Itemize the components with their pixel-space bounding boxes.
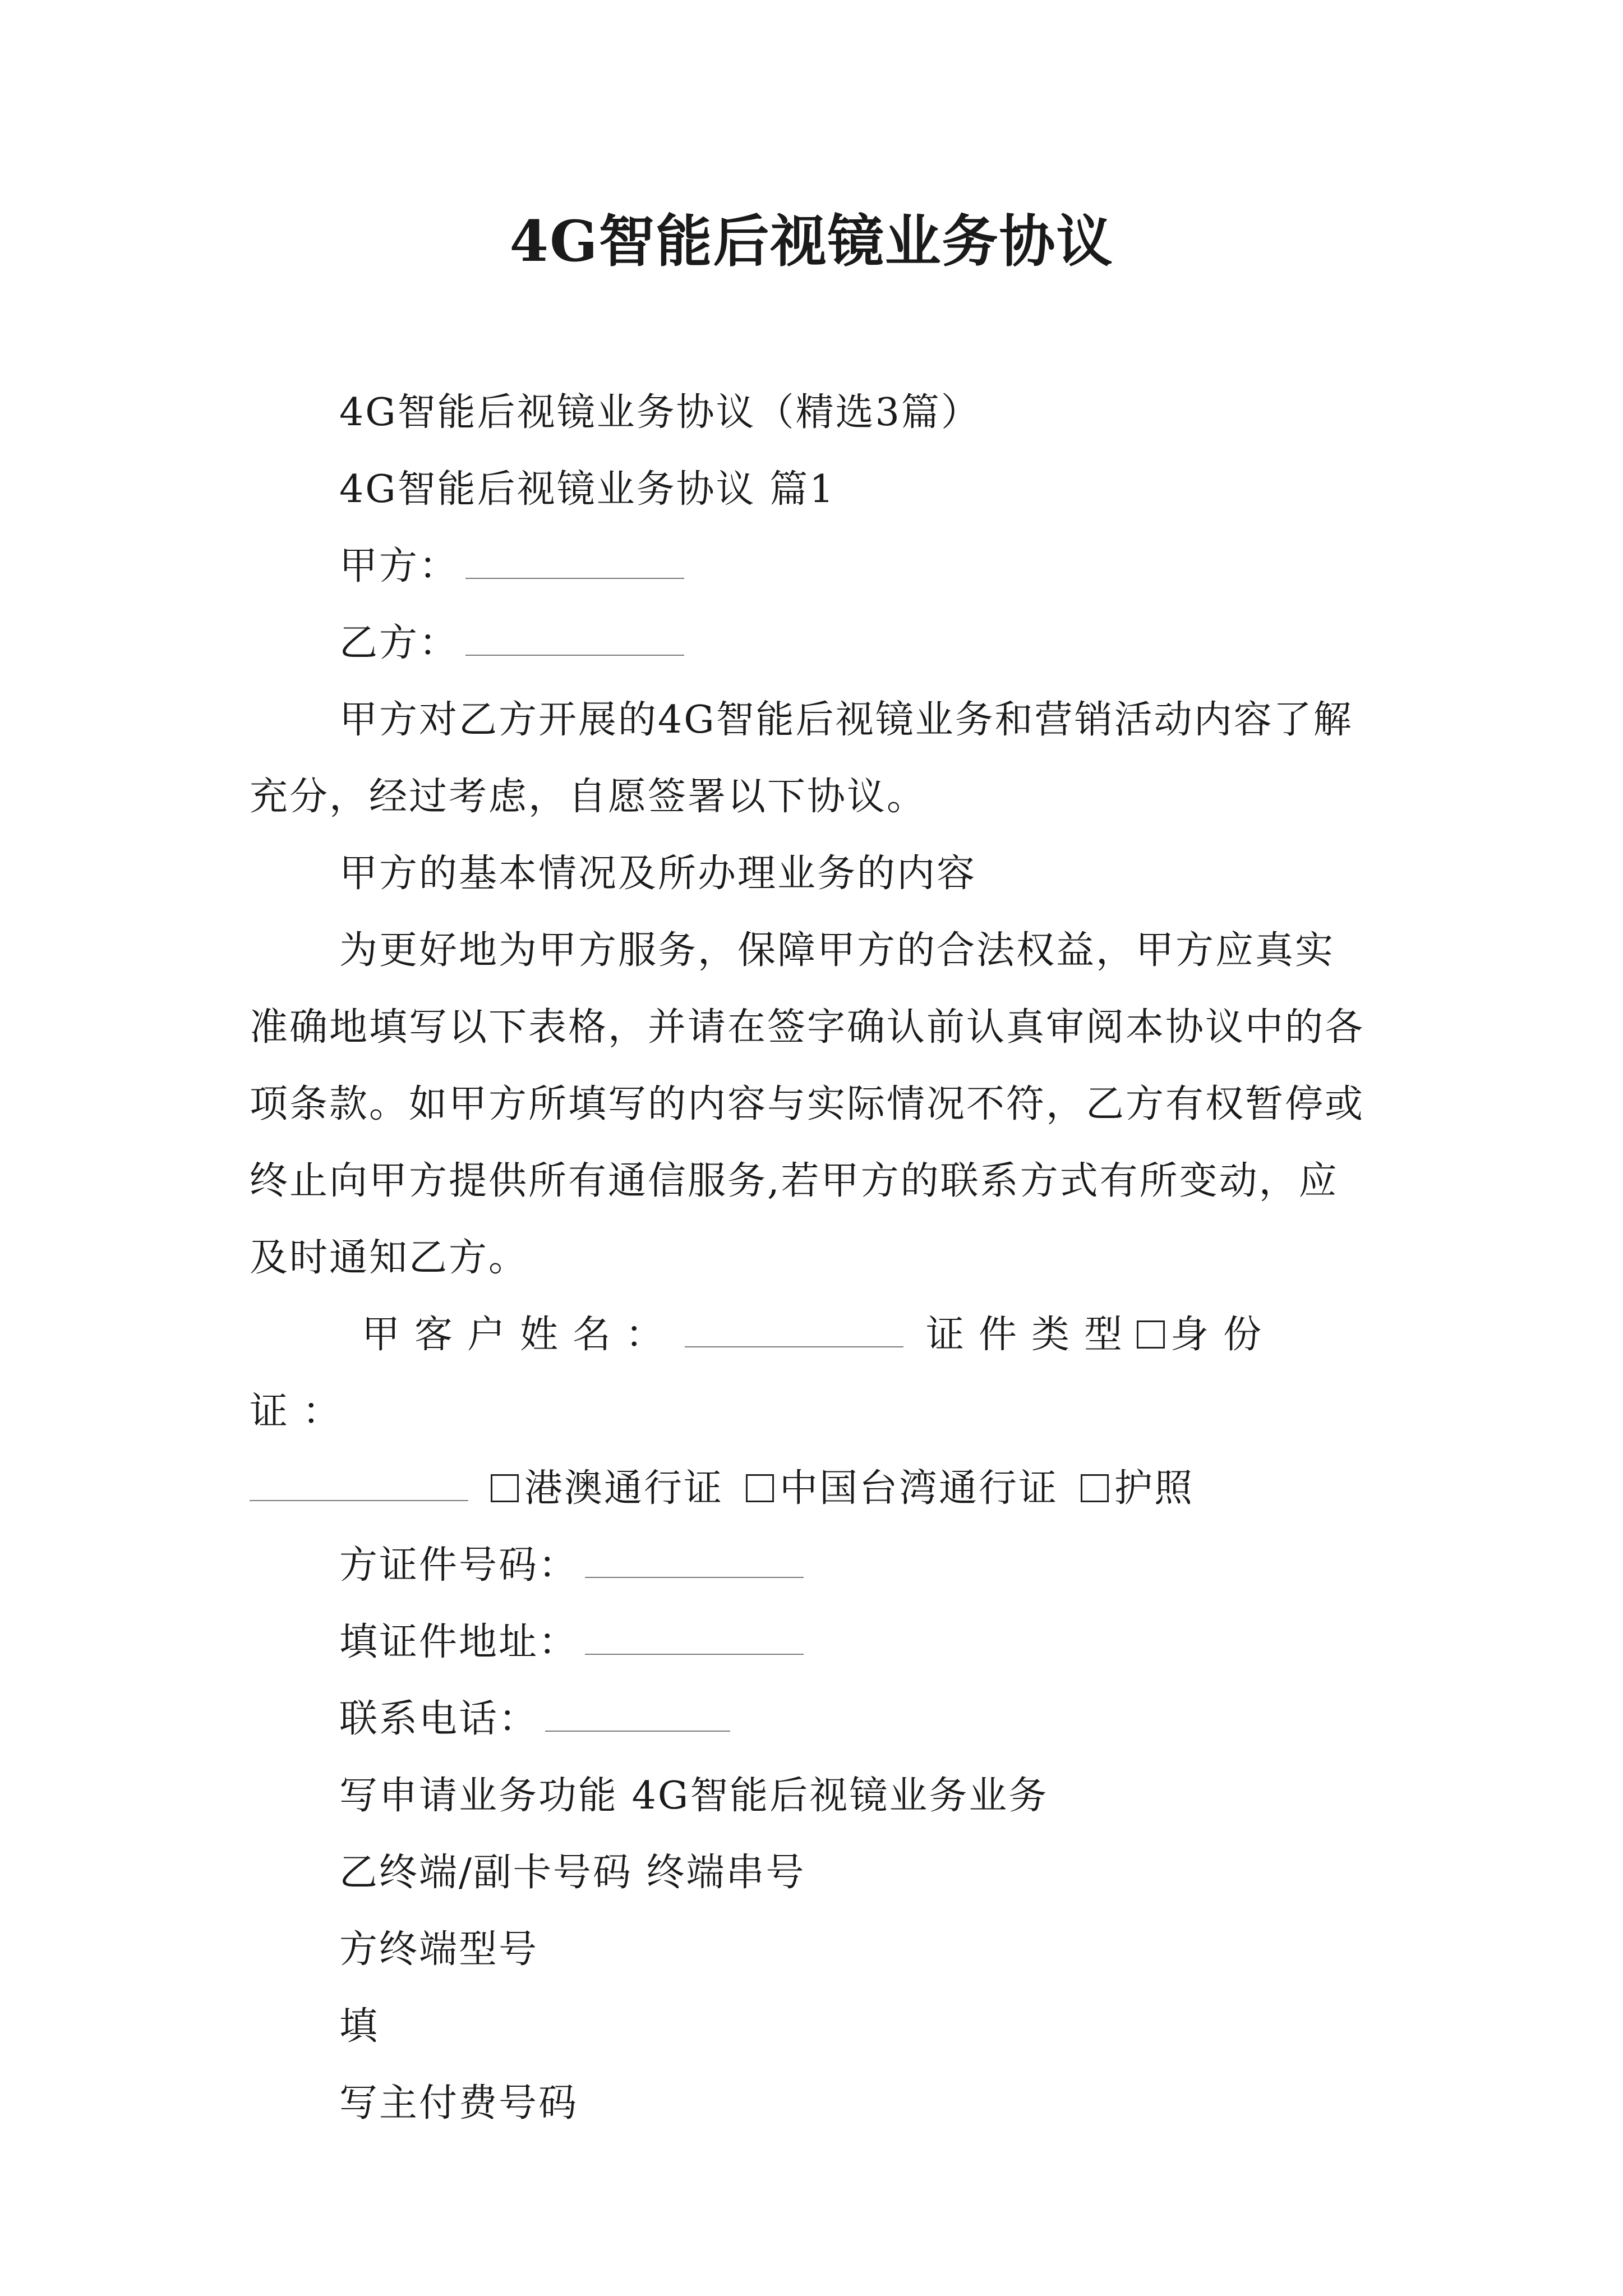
party-a-line — [250, 528, 1371, 605]
checkbox-taiwan-permit[interactable] — [746, 1474, 774, 1502]
terminal-line: 乙终端/副卡号码 终端串号 — [339, 1851, 806, 1895]
checkbox-passport[interactable] — [1081, 1474, 1109, 1502]
phone-blank[interactable] — [545, 1697, 730, 1732]
id-number-blank[interactable] — [585, 1543, 804, 1578]
intro-paragraph: 甲方对乙方开展的4G智能后视镜业务和营销活动内容了解充分，经过考虑，自愿签署以下协议。 — [250, 698, 1353, 819]
subtitle-line: 4G智能后视镜业务协议（精选3篇） — [339, 390, 981, 435]
id-option-3: 中国台湾通行证 — [780, 1466, 1059, 1511]
id-address-blank[interactable] — [585, 1620, 804, 1655]
customer-name-blank[interactable] — [685, 1313, 903, 1347]
basic-info-heading: 甲方的基本情况及所办理业务的内容 — [339, 852, 977, 896]
id-option-2: 港澳通行证 — [524, 1466, 724, 1511]
id-number-label: 方证件号码： — [339, 1543, 579, 1588]
id-card-blank[interactable] — [250, 1466, 468, 1501]
checkbox-id-card[interactable] — [1137, 1320, 1165, 1349]
id-address-line — [250, 1604, 1371, 1681]
customer-name-line — [250, 1296, 1371, 1527]
customer-name-label: 甲客户姓名： — [362, 1313, 679, 1357]
party-a-label: 甲方： — [339, 544, 459, 588]
model-line: 方终端型号 — [339, 1927, 539, 1972]
id-number-line — [250, 1527, 1371, 1604]
party-a-blank[interactable] — [465, 544, 684, 579]
id-option-4: 护照 — [1114, 1466, 1195, 1511]
id-address-label: 填证件地址： — [339, 1620, 579, 1664]
id-option-1: 身份证： — [250, 1313, 1276, 1434]
party-b-line — [250, 605, 1371, 682]
party-b-blank[interactable] — [465, 621, 684, 656]
phone-label: 联系电话： — [339, 1697, 539, 1741]
party-b-label: 乙方： — [339, 621, 459, 665]
notice-paragraph: 为更好地为甲方服务，保障甲方的合法权益，甲方应真实准确地填写以下表格，并请在签字确认前认真审阅本协议中的各项条款。如甲方所填写的内容与实际情况不符，乙方有权暂停或终止向甲方提供所有通信服务,若甲方的联系方式有所变动，应及时通知乙方。 — [250, 928, 1365, 1280]
phone-line — [250, 1681, 1371, 1757]
service-line: 写申请业务功能 4G智能后视镜业务业务 — [339, 1774, 1049, 1818]
payment-line: 写主付费号码 — [339, 2081, 579, 2125]
checkbox-hk-macau-permit[interactable] — [491, 1474, 519, 1502]
id-type-label: 证件类型 — [926, 1313, 1137, 1357]
document-title: 4G智能后视镜业务协议 — [509, 208, 1114, 274]
document-body — [250, 374, 1371, 2142]
section-heading: 4G智能后视镜业务协议 篇1 — [339, 467, 836, 512]
fill-line: 填 — [339, 2004, 380, 2049]
